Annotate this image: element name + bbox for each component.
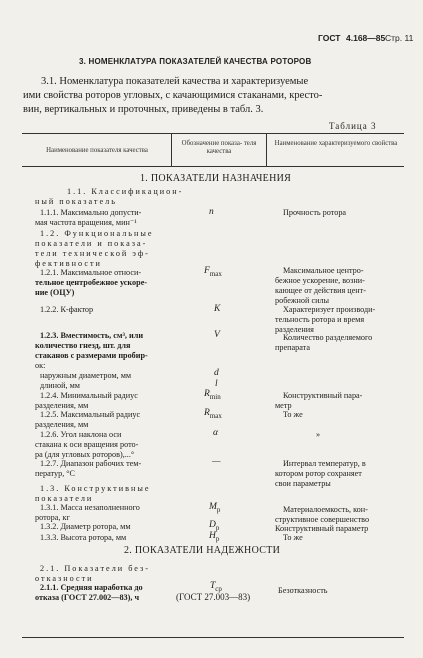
indicator-symbol: d bbox=[214, 368, 219, 378]
indicator-name: 1.2.7. Диапазон рабочих тем- bbox=[40, 459, 142, 468]
property-text: робежной силы bbox=[275, 296, 330, 305]
property-text: То же bbox=[283, 533, 303, 542]
indicator-name: разделения, мм bbox=[35, 401, 89, 410]
indicator-name: длиной, мм bbox=[40, 381, 80, 390]
column-divider bbox=[171, 133, 172, 166]
property-text: Конструктивный пара- bbox=[283, 391, 363, 400]
column-header-name: Наименование показателя качества bbox=[46, 147, 148, 154]
indicator-group: тели технической эф- bbox=[35, 249, 150, 258]
intro-line: вин, вертикальных и проточных, приведены в табл. 3. bbox=[23, 104, 264, 115]
property-text: Материалоемкость, кон- bbox=[283, 505, 368, 514]
indicator-symbol: K bbox=[214, 304, 221, 314]
indicator-name: количество гнезд, шт. для bbox=[35, 341, 131, 350]
indicator-name: 1.2.2. К-фактор bbox=[40, 305, 94, 314]
indicator-group: фективности bbox=[35, 259, 102, 268]
table-label: Таблица 3 bbox=[329, 121, 377, 131]
indicator-group: показатели и показа- bbox=[35, 239, 148, 248]
indicator-name: наружным диаметром, мм bbox=[40, 371, 132, 380]
indicator-group: 1.1. Классификацион- bbox=[67, 187, 184, 196]
indicator-name: стаканов с размерами пробир- bbox=[35, 351, 148, 360]
table-header-rule bbox=[22, 166, 404, 167]
indicator-symbol: l bbox=[215, 379, 218, 389]
indicator-symbol: $D_p$ bbox=[209, 520, 220, 532]
indicator-name: ок: bbox=[35, 361, 46, 370]
subsection-title: 1. ПОКАЗАТЕЛИ НАЗНАЧЕНИЯ bbox=[140, 173, 292, 184]
header-number: 4.168—85 bbox=[346, 33, 386, 43]
indicator-name: 1.2.5. Максимальный радиус bbox=[40, 410, 141, 419]
indicator-name: тельное центробежное ускоре- bbox=[35, 278, 148, 287]
indicator-name: 1.3.3. Высота ротора, мм bbox=[40, 533, 127, 542]
indicator-symbol: V bbox=[214, 330, 220, 340]
property-text: котором ротор сохраняет bbox=[275, 469, 362, 478]
indicator-name: ра (для угловых роторов),...° bbox=[35, 450, 135, 459]
indicator-name: 1.2.1. Максимальное относи- bbox=[40, 268, 142, 277]
subsection-title: 2. ПОКАЗАТЕЛИ НАДЕЖНОСТИ bbox=[124, 545, 281, 556]
indicator-name: 1.1.1. Максимально допусти- bbox=[40, 208, 142, 217]
property-text: тельность ротора и время bbox=[275, 315, 365, 324]
indicator-name: мая частота вращения, мин⁻¹ bbox=[35, 218, 137, 227]
indicator-group: 1.3. Конструктивные bbox=[40, 484, 151, 493]
indicator-symbol: n bbox=[209, 207, 214, 217]
property-text: препарата bbox=[275, 343, 310, 352]
property-text: свои параметры bbox=[275, 479, 331, 488]
property-text: Максимальное центро- bbox=[283, 266, 364, 275]
property-text: Безотказность bbox=[278, 586, 328, 595]
property-text: структивное совершенство bbox=[275, 515, 370, 524]
property-text: разделения bbox=[275, 325, 314, 334]
indicator-group: 1.2. Функциональные bbox=[40, 229, 154, 238]
column-header-property: Наименование характеризуемого свойства bbox=[274, 140, 398, 147]
intro-line: ими свойства роторов угловых, с качающимися стаканами, кресто- bbox=[23, 90, 323, 101]
property-text: Интервал температур, в bbox=[283, 459, 366, 468]
indicator-name: 1.2.4. Минимальный радиус bbox=[40, 391, 138, 400]
gost-reference: (ГОСТ 27.003—83) bbox=[176, 592, 251, 602]
indicator-symbol: — bbox=[212, 457, 221, 467]
indicator-name: 1.2.3. Вместимость, см³, или bbox=[40, 331, 144, 340]
property-text: Характеризует производи- bbox=[283, 305, 376, 314]
indicator-name: 1.2.6. Угол наклона оси bbox=[40, 430, 122, 439]
indicator-symbol: $H_p$ bbox=[209, 531, 220, 543]
section-title: 3. НОМЕНКЛАТУРА ПОКАЗАТЕЛЕЙ КАЧЕСТВА РОТОРОВ bbox=[79, 57, 312, 66]
property-text: кающее от действия цент- bbox=[275, 286, 366, 295]
indicator-group: показатели bbox=[35, 494, 94, 503]
indicator-symbol: $T_{ср}$ bbox=[210, 581, 222, 593]
indicator-symbol: $R_{max}$ bbox=[204, 408, 222, 420]
indicator-name: отказа (ГОСТ 27.002—83), ч bbox=[35, 593, 140, 602]
property-text: Прочность ротора bbox=[283, 208, 347, 217]
indicator-name: разделения, мм bbox=[35, 420, 89, 429]
table-bottom-rule bbox=[22, 637, 404, 638]
indicator-symbol: $R_{min}$ bbox=[204, 389, 221, 401]
indicator-name: 2.1.1. Средняя наработка до bbox=[40, 583, 143, 592]
indicator-name: ператур, °С bbox=[35, 469, 76, 478]
property-text: бежное ускорение, возни- bbox=[275, 276, 365, 285]
indicator-symbol: $M_p$ bbox=[209, 502, 221, 514]
indicator-name: ние (ОЦУ) bbox=[35, 288, 75, 297]
property-text: Конструктивный параметр bbox=[275, 524, 369, 533]
indicator-group: 2.1. Показатели без- bbox=[40, 564, 150, 573]
property-text: То же bbox=[283, 410, 303, 419]
table-top-rule bbox=[22, 133, 404, 134]
header-page: Стр. 11 bbox=[385, 33, 414, 43]
property-text: метр bbox=[275, 401, 292, 410]
indicator-symbol: α bbox=[213, 428, 218, 438]
indicator-name: стакана к оси вращения рото- bbox=[35, 440, 139, 449]
column-divider bbox=[266, 133, 267, 166]
indicator-group: отказности bbox=[35, 574, 94, 583]
intro-line: 3.1. Номенклатура показателей качества и характеризуемые bbox=[41, 76, 309, 87]
indicator-symbol: $F_{max}$ bbox=[204, 266, 222, 278]
property-text: Количество разделяемого bbox=[283, 333, 373, 342]
column-header-symbol: Обозначение показа- теля качества bbox=[181, 140, 257, 155]
indicator-group: ный показатель bbox=[35, 197, 117, 206]
header-gost: ГОСТ bbox=[318, 33, 341, 43]
indicator-name: 1.3.1. Масса незаполненного bbox=[40, 503, 140, 512]
indicator-name: 1.3.2. Диаметр ротора, мм bbox=[40, 522, 131, 531]
indicator-name: ротора, кг bbox=[35, 513, 70, 522]
property-text: » bbox=[316, 430, 321, 439]
